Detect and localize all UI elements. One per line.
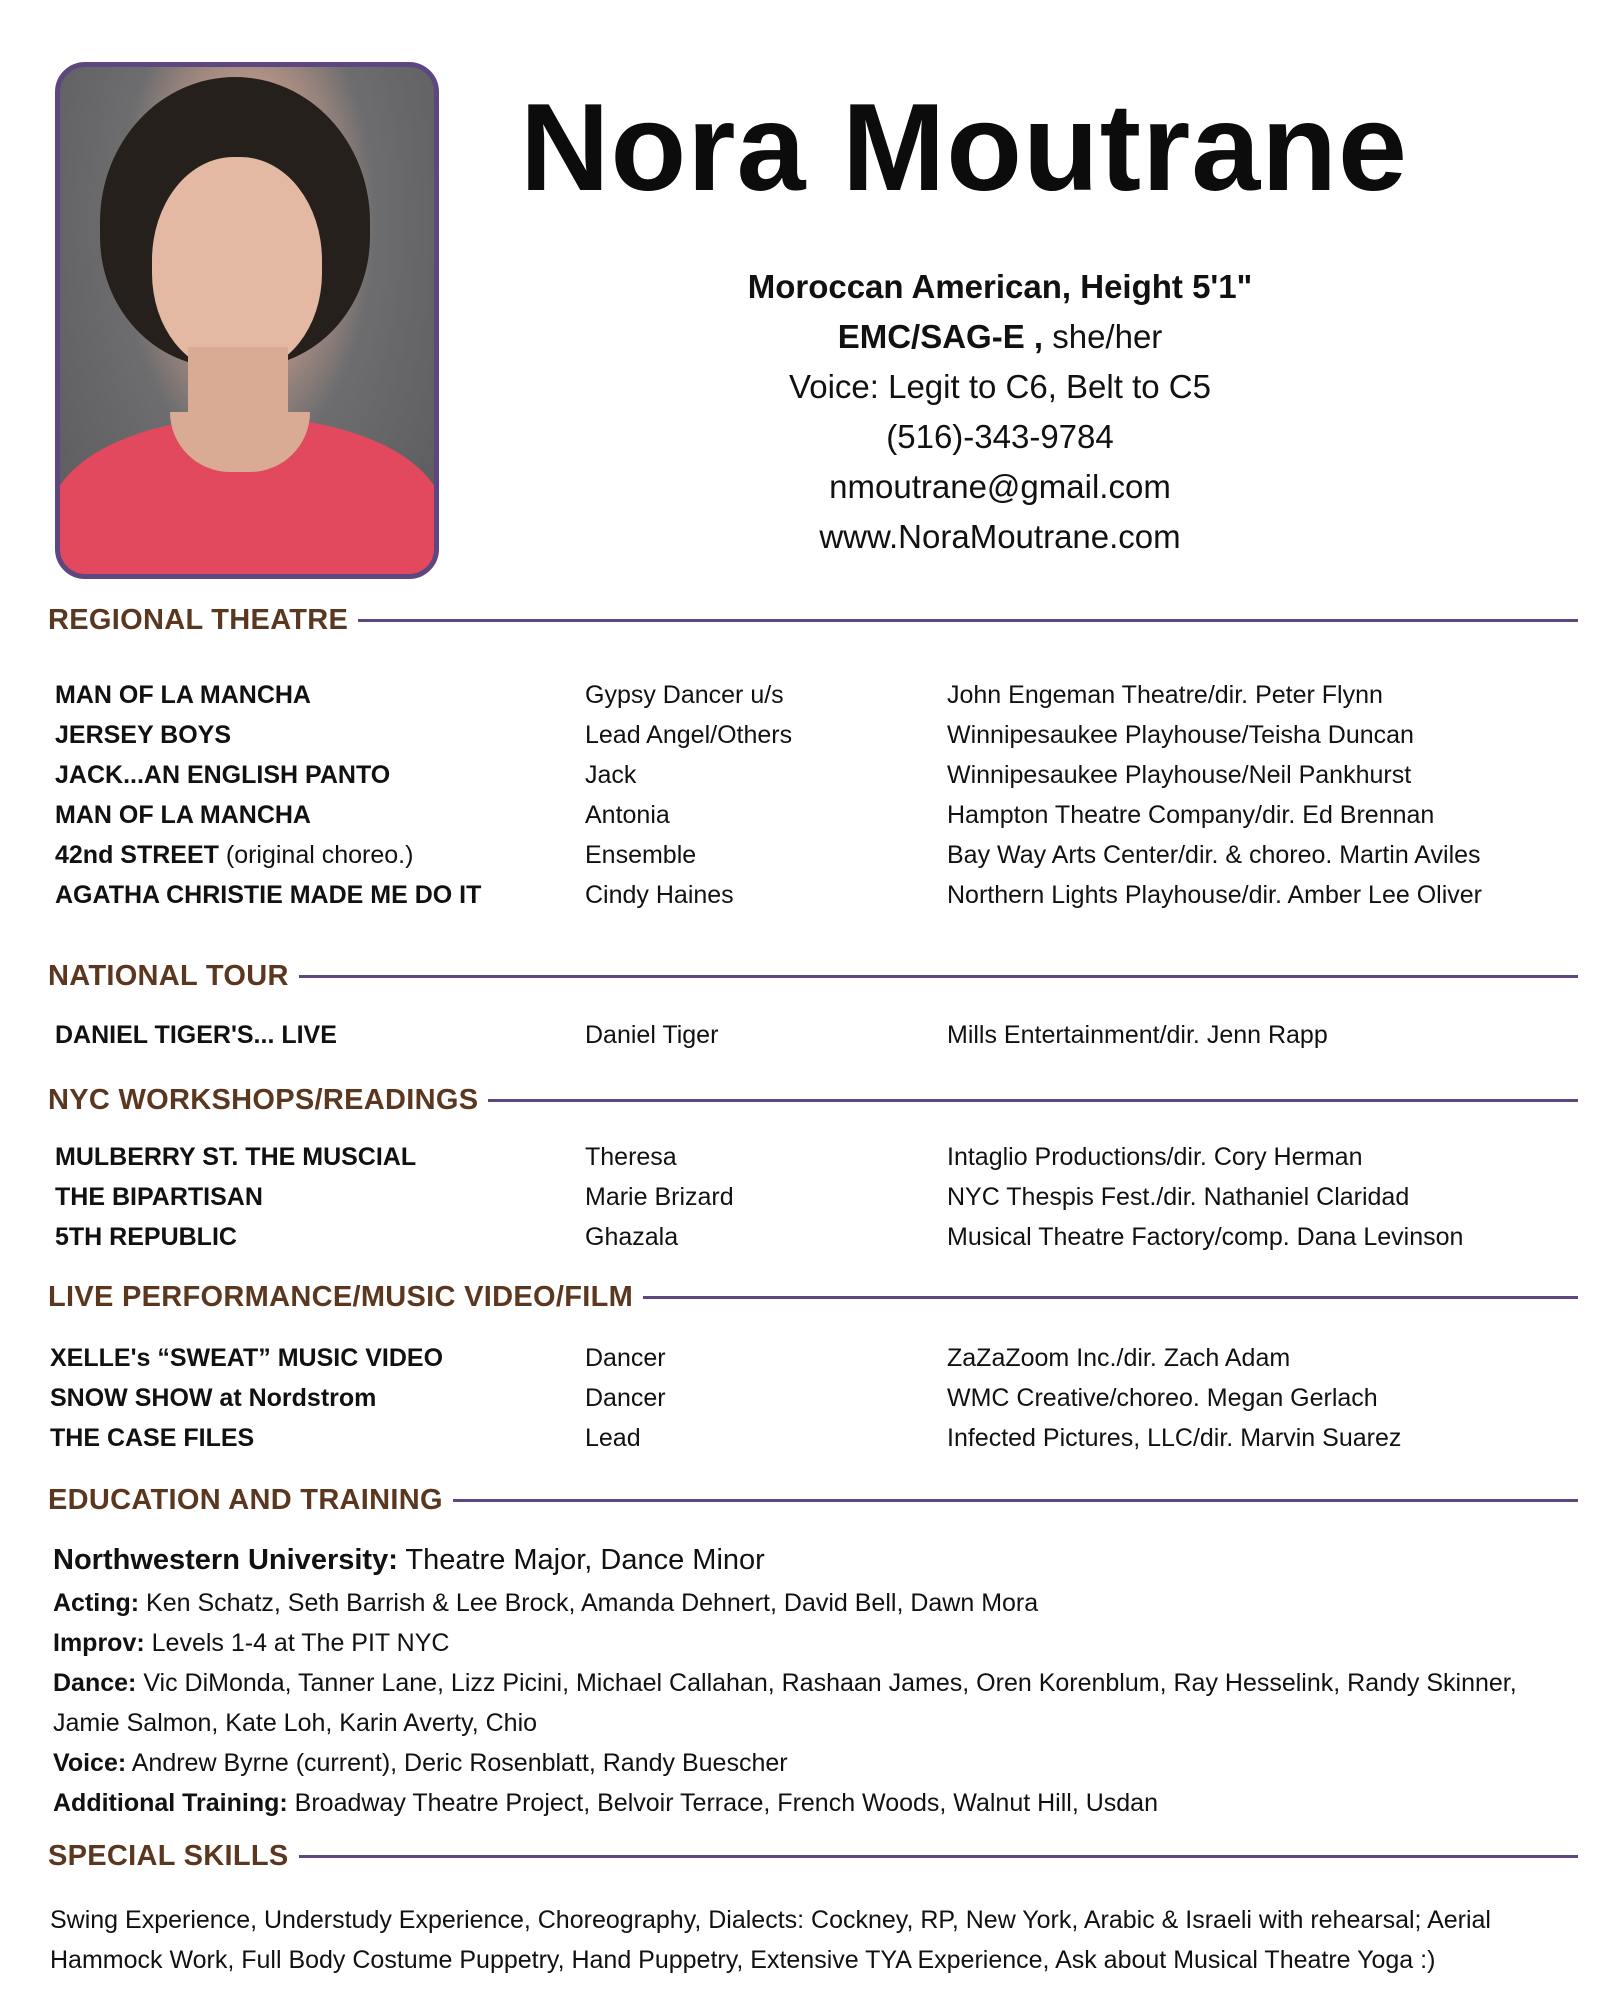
section-regional-theatre xyxy=(48,600,1578,640)
heritage-height: Moroccan American, Height 5'1" xyxy=(747,268,1253,305)
additional-training-line: Additional Training: Broadway Theatre Project, Belvoir Terrace, French Woods, Walnut Hill, Usdan xyxy=(53,1789,1158,1817)
credit-row xyxy=(55,1015,1575,1055)
role: Cindy Haines xyxy=(585,881,734,909)
show-title: MAN OF LA MANCHA xyxy=(55,801,311,829)
credit-row xyxy=(55,675,1575,715)
website-link: www.NoraMoutrane.com xyxy=(819,518,1181,555)
union-pronouns xyxy=(690,312,1310,362)
credit-row xyxy=(55,795,1575,835)
show-title: JACK...AN ENGLISH PANTO xyxy=(55,761,391,789)
show-title: THE CASE FILES xyxy=(50,1424,255,1452)
section-divider xyxy=(488,1099,1578,1102)
role: Ensemble xyxy=(585,841,697,869)
company: John Engeman Theatre/dir. Peter Flynn xyxy=(947,681,1383,709)
national-tour-list xyxy=(55,1015,1575,1055)
company: Northern Lights Playhouse/dir. Amber Lee Oliver xyxy=(947,881,1482,909)
credit-row xyxy=(55,755,1575,795)
regional-theatre-list xyxy=(55,675,1575,915)
company: Infected Pictures, LLC/dir. Marvin Suarez xyxy=(947,1424,1402,1452)
role: Daniel Tiger xyxy=(585,1021,719,1049)
section-title: NYC WORKSHOPS/READINGS xyxy=(48,1083,479,1116)
section-divider xyxy=(299,975,1578,978)
phone-number: (516)-343-9784 xyxy=(886,418,1114,455)
improv-line: Improv: Levels 1-4 at The PIT NYC xyxy=(53,1629,450,1657)
performer-name: Nora Moutrane xyxy=(520,79,1408,217)
company: Intaglio Productions/dir. Cory Herman xyxy=(947,1143,1363,1171)
show-title: 5TH REPUBLIC xyxy=(55,1223,237,1251)
university-detail: Theatre Major, Dance Minor xyxy=(397,1544,765,1576)
education-block xyxy=(53,1537,1573,1823)
credit-row xyxy=(55,1217,1575,1257)
role: Lead Angel/Others xyxy=(585,721,793,749)
section-divider xyxy=(299,1855,1578,1858)
pronouns: she/her xyxy=(1043,318,1163,355)
section-education xyxy=(48,1480,1578,1520)
credit-row xyxy=(55,1137,1575,1177)
credit-row xyxy=(55,835,1575,875)
company: Hampton Theatre Company/dir. Ed Brennan xyxy=(947,801,1435,829)
section-special-skills xyxy=(48,1836,1578,1876)
credit-row xyxy=(55,875,1575,915)
university-name: Northwestern University: xyxy=(53,1544,398,1576)
show-title: 42nd STREET (original choreo.) xyxy=(55,841,414,869)
role: Lead xyxy=(585,1424,641,1452)
acting-line: Acting: Ken Schatz, Seth Barrish & Lee Brock, Amanda Dehnert, David Bell, Dawn Mora xyxy=(53,1589,1039,1617)
credit-row xyxy=(55,1177,1575,1217)
university-line xyxy=(53,1537,1573,1583)
section-title: NATIONAL TOUR xyxy=(48,959,289,992)
voice-line: Voice: Andrew Byrne (current), Deric Rosenblatt, Randy Buescher xyxy=(53,1749,788,1777)
section-divider xyxy=(358,619,1578,622)
company: Musical Theatre Factory/comp. Dana Levinson xyxy=(947,1223,1464,1251)
show-title: THE BIPARTISAN xyxy=(55,1183,263,1211)
contact-block xyxy=(690,262,1310,562)
dance-line: Dance: Vic DiMonda, Tanner Lane, Lizz Picini, Michael Callahan, Rashaan James, Oren Korenblum, Ray Hesselink, Randy Skinner, Jamie Salmon, Kate Loh, Karin Averty, Chio xyxy=(53,1669,1517,1737)
company: Bay Way Arts Center/dir. & choreo. Martin Aviles xyxy=(947,841,1481,869)
credit-row xyxy=(55,715,1575,755)
credit-row xyxy=(50,1338,1570,1378)
headshot-face xyxy=(152,157,322,372)
show-title: DANIEL TIGER'S... LIVE xyxy=(55,1021,337,1049)
union-status: EMC/SAG-E , xyxy=(837,318,1044,355)
headshot-photo xyxy=(55,62,439,579)
role: Dancer xyxy=(585,1384,666,1412)
show-title: XELLE's “SWEAT” MUSIC VIDEO xyxy=(50,1344,444,1372)
section-nyc-workshops xyxy=(48,1080,1578,1120)
credit-row xyxy=(50,1378,1570,1418)
section-title: SPECIAL SKILLS xyxy=(48,1839,289,1872)
section-divider xyxy=(453,1499,1578,1502)
company: NYC Thespis Fest./dir. Nathaniel Claridad xyxy=(947,1183,1410,1211)
section-live-performance xyxy=(48,1277,1578,1317)
role: Antonia xyxy=(585,801,670,829)
section-divider xyxy=(643,1296,1578,1299)
role: Theresa xyxy=(585,1143,677,1171)
special-skills-text: Swing Experience, Understudy Experience, Choreography, Dialects: Cockney, RP, New York, Arabic & Israeli with rehearsal; Aerial Hammock Work, Full Body Costume Puppetry, Hand Puppetry, Extensive TYA Experience, Ask about Musical Theatre Yoga :) xyxy=(50,1906,1491,1974)
section-title: EDUCATION AND TRAINING xyxy=(48,1483,443,1516)
workshops-list xyxy=(55,1137,1575,1257)
show-title: MULBERRY ST. THE MUSCIAL xyxy=(55,1143,417,1171)
section-national-tour xyxy=(48,956,1578,996)
role: Gypsy Dancer u/s xyxy=(585,681,784,709)
email-address: nmoutrane@gmail.com xyxy=(829,468,1171,505)
role: Ghazala xyxy=(585,1223,679,1251)
show-title: AGATHA CHRISTIE MADE ME DO IT xyxy=(55,881,482,909)
voice-range: Voice: Legit to C6, Belt to C5 xyxy=(789,368,1211,405)
live-performance-list xyxy=(50,1338,1570,1458)
company: WMC Creative/choreo. Megan Gerlach xyxy=(947,1384,1378,1412)
credit-row xyxy=(50,1418,1570,1458)
role: Dancer xyxy=(585,1344,666,1372)
section-title: LIVE PERFORMANCE/MUSIC VIDEO/FILM xyxy=(48,1280,634,1313)
company: Winnipesaukee Playhouse/Neil Pankhurst xyxy=(947,761,1412,789)
company: Winnipesaukee Playhouse/Teisha Duncan xyxy=(947,721,1414,749)
show-title: SNOW SHOW at Nordstrom xyxy=(50,1384,377,1412)
section-title: REGIONAL THEATRE xyxy=(48,603,349,636)
show-title: JERSEY BOYS xyxy=(55,721,232,749)
role: Marie Brizard xyxy=(585,1183,734,1211)
show-title: MAN OF LA MANCHA xyxy=(55,681,311,709)
company: Mills Entertainment/dir. Jenn Rapp xyxy=(947,1021,1328,1049)
role: Jack xyxy=(585,761,637,789)
company: ZaZaZoom Inc./dir. Zach Adam xyxy=(947,1344,1291,1372)
